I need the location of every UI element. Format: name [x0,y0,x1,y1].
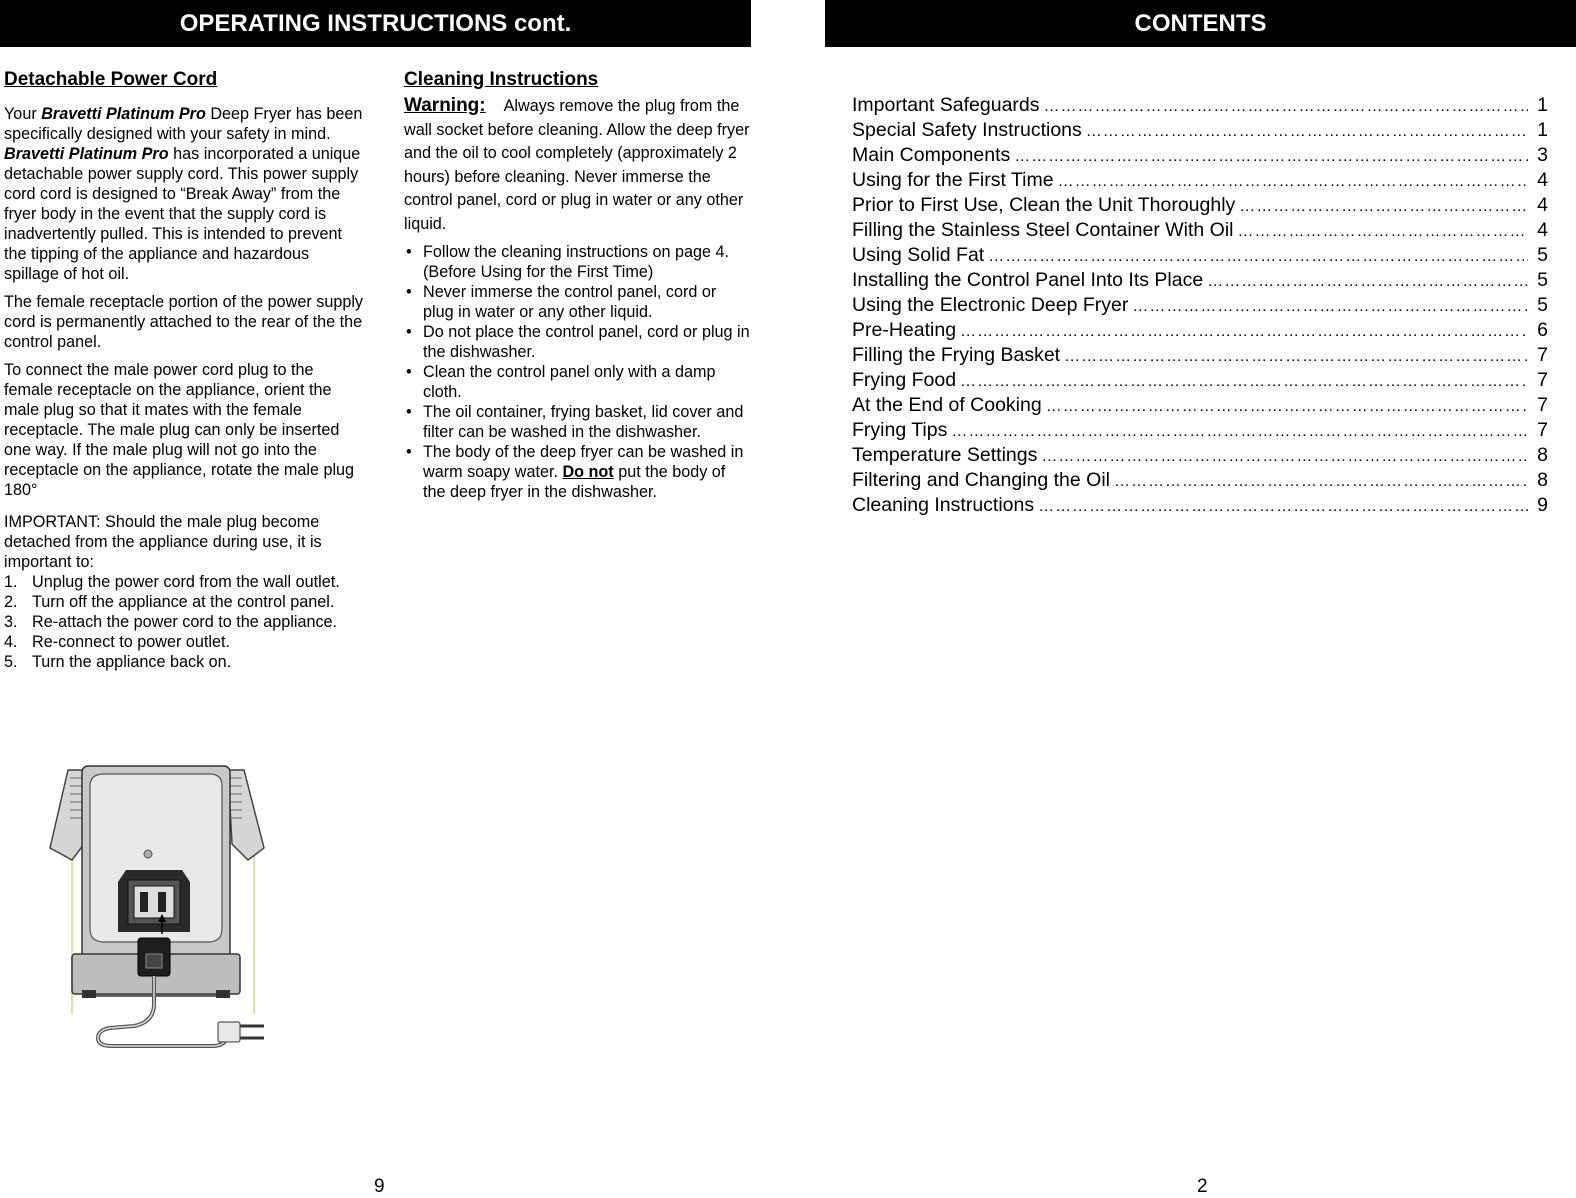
toc-page-number: 1 [1537,94,1548,116]
toc-leader-dots [960,369,1528,394]
step-number: 5. [4,653,18,671]
text-run: has incorporated a unique detachable power supply cord. This power supply cord cord is designed to “Break Away” from the fryer body in the event that the supply cord is inadvertently pulled. This is intended to prevent the tipping of the appliance and hazardous spillage of hot oil. [4,145,361,283]
bullet: • [406,363,412,381]
bullet-text: Never immerse the control panel, cord or plug in water or any other liquid. [423,283,717,321]
power-cord-paragraph-1 [4,104,366,284]
toc-entry [852,268,1548,293]
toc-page-number: 4 [1537,169,1548,191]
toc-title: Important Safeguards [852,94,1040,116]
toc-page-number: 5 [1537,294,1548,316]
bullet-text: The oil container, frying basket, lid cover and filter can be washed in the dishwasher. [423,403,744,441]
toc-page-number: 5 [1537,269,1548,291]
toc-page-number: 3 [1537,144,1548,166]
toc-entry [852,443,1548,468]
toc-entry [852,493,1548,518]
toc-title: Temperature Settings [852,444,1038,466]
brand-name: Bravetti Platinum Pro [4,145,169,163]
toc-entry [852,318,1548,343]
toc-leader-dots [960,319,1528,344]
page-number: 9 [374,1176,385,1197]
step-text: Turn off the appliance at the control panel. [32,593,335,611]
toc-leader-dots [1044,94,1528,119]
toc-page-number: 5 [1537,244,1548,266]
fryer-rear-power-cord-illustration [42,764,282,1056]
cleaning-bullets [404,242,750,502]
bullet: • [406,323,412,341]
list-item [4,572,366,592]
toc-entry [852,243,1548,268]
toc-title: Installing the Control Panel Into Its Place [852,269,1204,291]
emphasis: Do not [562,463,614,481]
toc-title: Using for the First Time [852,169,1054,191]
toc-page-number: 4 [1537,219,1548,241]
power-cord-paragraph-2: The female receptacle portion of the power supply cord is permanently attached to the rear of the the control panel. [4,293,364,351]
table-of-contents [852,93,1548,518]
toc-title: At the End of Cooking [852,394,1042,416]
toc-leader-dots [1086,119,1528,144]
cleaning-warning [404,94,750,236]
toc-page-number: 4 [1537,194,1548,216]
toc-entry [852,468,1548,493]
bullet-text: put the body of the deep fryer in the dishwasher. [423,463,726,501]
operating-instructions-banner [0,0,751,47]
list-item [4,652,366,672]
toc-entry [852,168,1548,193]
toc-entry [852,193,1548,218]
toc-page-number: 6 [1537,319,1548,341]
page-number: 2 [1197,1176,1208,1197]
step-text: Re-connect to power outlet. [32,633,230,651]
toc-title: Using Solid Fat [852,244,985,266]
toc-title: Filling the Stainless Steel Container With Oil [852,219,1234,241]
toc-leader-dots [1014,144,1528,169]
list-item [404,242,750,282]
toc-leader-dots [1238,219,1529,244]
toc-leader-dots [951,419,1528,444]
toc-page-number: 8 [1537,444,1548,466]
toc-leader-dots [1041,444,1528,469]
power-cord-heading: Detachable Power Cord [4,69,218,90]
toc-title: Pre-Heating [852,319,957,341]
step-number: 4. [4,633,18,651]
toc-entry [852,368,1548,393]
step-text: Re-attach the power cord to the appliance. [32,613,338,631]
step-number: 2. [4,593,18,611]
toc-entry [852,343,1548,368]
list-item [404,362,750,402]
toc-leader-dots [1064,344,1528,369]
toc-title: Filtering and Changing the Oil [852,469,1110,491]
toc-page-number: 7 [1537,344,1548,366]
cleaning-heading: Cleaning Instructions [404,69,599,90]
toc-entry [852,418,1548,443]
step-text: Unplug the power cord from the wall outlet. [32,573,340,591]
toc-entry [852,118,1548,143]
toc-title: Special Safety Instructions [852,119,1082,141]
banner-title: CONTENTS [1134,9,1267,37]
toc-title: Frying Food [852,369,957,391]
list-item [4,612,366,632]
bullet: • [406,403,412,421]
text-run: Your [4,105,42,123]
toc-leader-dots [1132,294,1528,319]
warning-text: Always remove the plug from the wall socket before cleaning. Allow the deep fryer and the oil to cool completely (approximately 2 hours) before cleaning. Never immerse the control panel, cord or plug in water or any other liquid. [404,97,750,233]
reconnect-steps [4,572,366,672]
list-item [404,442,750,502]
toc-leader-dots [1207,269,1528,294]
list-item [404,402,750,442]
toc-title: Cleaning Instructions [852,494,1035,516]
toc-entry [852,143,1548,168]
contents-banner [825,0,1576,47]
cleaning-section [404,68,750,502]
bullet: • [406,443,412,461]
step-number: 3. [4,613,18,631]
list-item [4,632,366,652]
toc-leader-dots [988,244,1528,269]
toc-entry [852,293,1548,318]
bullet-text: Follow the cleaning instructions on page 4. (Before Using for the First Time) [423,243,729,281]
toc-page-number: 9 [1537,494,1548,516]
bullet: • [406,243,412,261]
toc-title: Prior to First Use, Clean the Unit Thoroughly [852,194,1236,216]
toc-page-number: 7 [1537,394,1548,416]
bullet: • [406,283,412,301]
step-number: 1. [4,573,18,591]
toc-entry [852,393,1548,418]
toc-page-number: 1 [1537,119,1548,141]
toc-leader-dots [1058,169,1528,194]
toc-leader-dots [1046,394,1528,419]
text-run: Deep Fryer has been specifically designed with your safety in mind. [4,105,363,143]
toc-title: Filling the Frying Basket [852,344,1061,366]
toc-title: Frying Tips [852,419,948,441]
step-text: Turn the appliance back on. [32,653,232,671]
toc-entry [852,93,1548,118]
power-cord-paragraph-3: To connect the male power cord plug to the female receptacle on the appliance, orient the male plug so that it mates with the female receptacle. The male plug can only be inserted one way. If the male plug will not go into the receptacle on the appliance, rotate the male plug 180° [4,361,355,499]
power-cord-section [4,68,366,672]
toc-leader-dots [1038,494,1528,519]
list-item [404,282,750,322]
toc-title: Main Components [852,144,1011,166]
toc-entry [852,218,1548,243]
toc-page-number: 8 [1537,469,1548,491]
bullet-text: The body of the deep fryer can be washed in warm soapy water. [423,443,744,481]
toc-leader-dots [1239,194,1528,219]
warning-label: Warning: [404,95,486,116]
toc-page-number: 7 [1537,369,1548,391]
banner-title: OPERATING INSTRUCTIONS cont. [179,9,572,37]
toc-leader-dots [1114,469,1528,494]
bullet-text: Clean the control panel only with a damp cloth. [423,363,716,401]
brand-name: Bravetti Platinum Pro [41,105,206,123]
bullet-text: Do not place the control panel, cord or plug in the dishwasher. [423,323,750,361]
toc-title: Using the Electronic Deep Fryer [852,294,1129,316]
important-note: IMPORTANT: Should the male plug become detached from the appliance during use, it is important to: [4,513,322,571]
toc-page-number: 7 [1537,419,1548,441]
list-item [4,592,366,612]
list-item [404,322,750,362]
